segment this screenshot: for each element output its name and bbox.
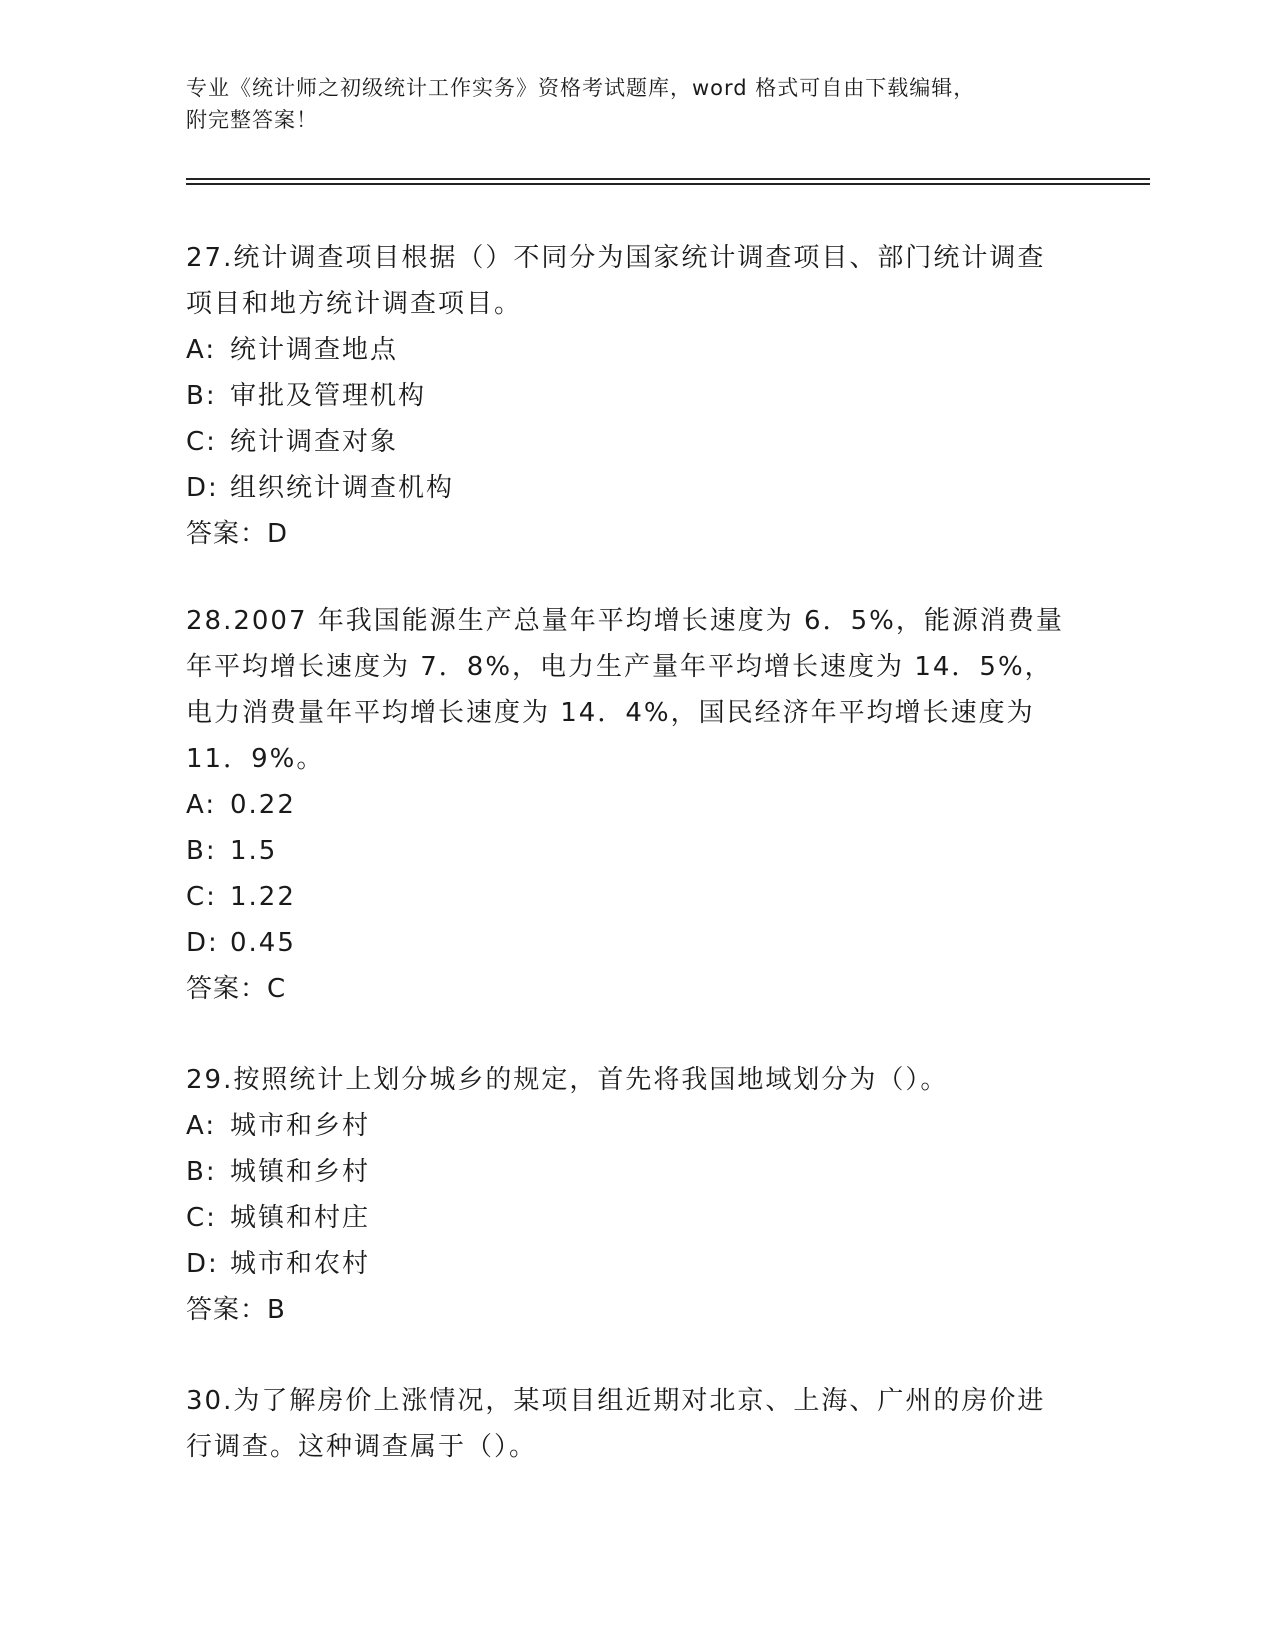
option-b <box>186 373 1086 419</box>
stem-line: 电力消费量年平均增长速度为 14．4%，国民经济年平均增长速度为 <box>186 698 1035 728</box>
option-key: A: <box>186 1111 217 1141</box>
answer-label: 答案：B <box>186 1295 286 1325</box>
option-text: 城市和乡村 <box>230 1111 371 1141</box>
question-stem <box>186 598 1086 782</box>
option-text: 0.45 <box>230 928 296 958</box>
stem-line: 行调查。这种调查属于（）。 <box>186 1432 538 1462</box>
option-text: 统计调查地点 <box>230 335 399 365</box>
question-stem <box>186 1378 1086 1470</box>
option-key: A: <box>186 790 217 820</box>
stem-line: 29.按照统计上划分城乡的规定，首先将我国地域划分为（）。 <box>186 1065 949 1095</box>
option-key: A: <box>186 335 217 365</box>
option-text: 城市和农村 <box>230 1249 371 1279</box>
option-key: D: <box>186 1249 219 1279</box>
question-27 <box>186 235 1086 557</box>
option-b <box>186 828 1086 874</box>
stem-line: 27.统计调查项目根据（）不同分为国家统计调查项目、部门统计调查 <box>186 243 1046 273</box>
answer-label: 答案：D <box>186 519 289 549</box>
option-key: B: <box>186 836 217 866</box>
option-key: C: <box>186 427 217 457</box>
question-stem <box>186 235 1086 327</box>
option-text: 1.5 <box>230 836 278 866</box>
option-text: 1.22 <box>230 882 296 912</box>
option-text: 组织统计调查机构 <box>230 473 455 503</box>
option-text: 城镇和村庄 <box>230 1203 371 1233</box>
option-d <box>186 1241 1086 1287</box>
option-key: D: <box>186 473 219 503</box>
option-a <box>186 327 1086 373</box>
stem-line: 28.2007 年我国能源生产总量年平均增长速度为 6．5%，能源消费量 <box>186 606 1064 636</box>
header-divider <box>186 183 1150 185</box>
option-key: D: <box>186 928 219 958</box>
document-header <box>186 72 1086 136</box>
header-line: 附完整答案！ <box>186 108 318 132</box>
stem-line: 30.为了解房价上涨情况，某项目组近期对北京、上海、广州的房价进 <box>186 1386 1046 1416</box>
option-d <box>186 465 1086 511</box>
option-key: C: <box>186 882 217 912</box>
option-c <box>186 419 1086 465</box>
stem-line: 年平均增长速度为 7．8%，电力生产量年平均增长速度为 14．5%， <box>186 652 1053 682</box>
stem-line: 11．9%。 <box>186 744 325 774</box>
option-key: B: <box>186 381 217 411</box>
option-text: 城镇和乡村 <box>230 1157 371 1187</box>
question-stem <box>186 1057 1086 1103</box>
question-29 <box>186 1057 1086 1333</box>
option-key: C: <box>186 1203 217 1233</box>
question-28 <box>186 598 1086 1012</box>
option-d <box>186 920 1086 966</box>
question-30 <box>186 1378 1086 1470</box>
option-a <box>186 782 1086 828</box>
option-c <box>186 874 1086 920</box>
option-text: 审批及管理机构 <box>230 381 427 411</box>
header-divider <box>186 178 1150 180</box>
option-a <box>186 1103 1086 1149</box>
option-text: 统计调查对象 <box>230 427 399 457</box>
stem-line: 项目和地方统计调查项目。 <box>186 289 523 319</box>
option-b <box>186 1149 1086 1195</box>
option-c <box>186 1195 1086 1241</box>
answer-label: 答案：C <box>186 974 287 1004</box>
header-line: 专业《统计师之初级统计工作实务》资格考试题库，word 格式可自由下载编辑， <box>186 76 976 100</box>
option-text: 0.22 <box>230 790 296 820</box>
option-key: B: <box>186 1157 217 1187</box>
